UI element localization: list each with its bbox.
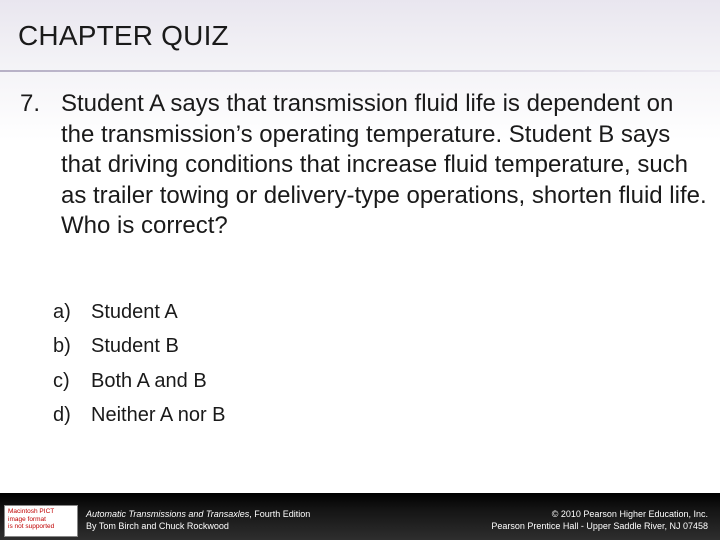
title-divider (0, 70, 720, 72)
slide-title: CHAPTER QUIZ (18, 20, 229, 51)
option-letter: c) (53, 369, 70, 392)
publisher-logo-placeholder (4, 505, 78, 537)
logo-text-line: Macintosh PICT (8, 508, 55, 515)
option-text: Both A and B (91, 369, 207, 392)
copyright-notice: © 2010 Pearson Higher Education, Inc. (551, 509, 708, 519)
option-letter: a) (53, 301, 71, 323)
option-letter: d) (53, 403, 71, 426)
question-number: 7. (20, 90, 41, 117)
option-text: Neither A nor B (91, 403, 226, 426)
question-text: Student A says that transmission fluid life is dependent on the transmission’s operating temperature. Student B says that driving conditions that increase fluid temperature, such as trailer towing or delivery-type operations, shorten fluid life. Who is correct? (61, 90, 707, 239)
copyright-block (491, 508, 708, 532)
logo-text-line: is not supported (8, 523, 55, 530)
book-title: Automatic Transmissions and Transaxles (86, 509, 250, 519)
option-letter: b) (53, 335, 71, 358)
logo-text-line: image format (8, 515, 46, 523)
book-title-line (86, 508, 310, 520)
book-credit (86, 508, 310, 532)
slide-footer (0, 493, 720, 540)
book-edition: , Fourth Edition (249, 509, 311, 519)
option-text: Student B (91, 335, 179, 358)
publisher-address: Pearson Prentice Hall - Upper Saddle River, NJ 07458 (491, 521, 708, 531)
book-authors: By Tom Birch and Chuck Rockwood (86, 521, 229, 531)
option-text: Student A (91, 301, 178, 323)
